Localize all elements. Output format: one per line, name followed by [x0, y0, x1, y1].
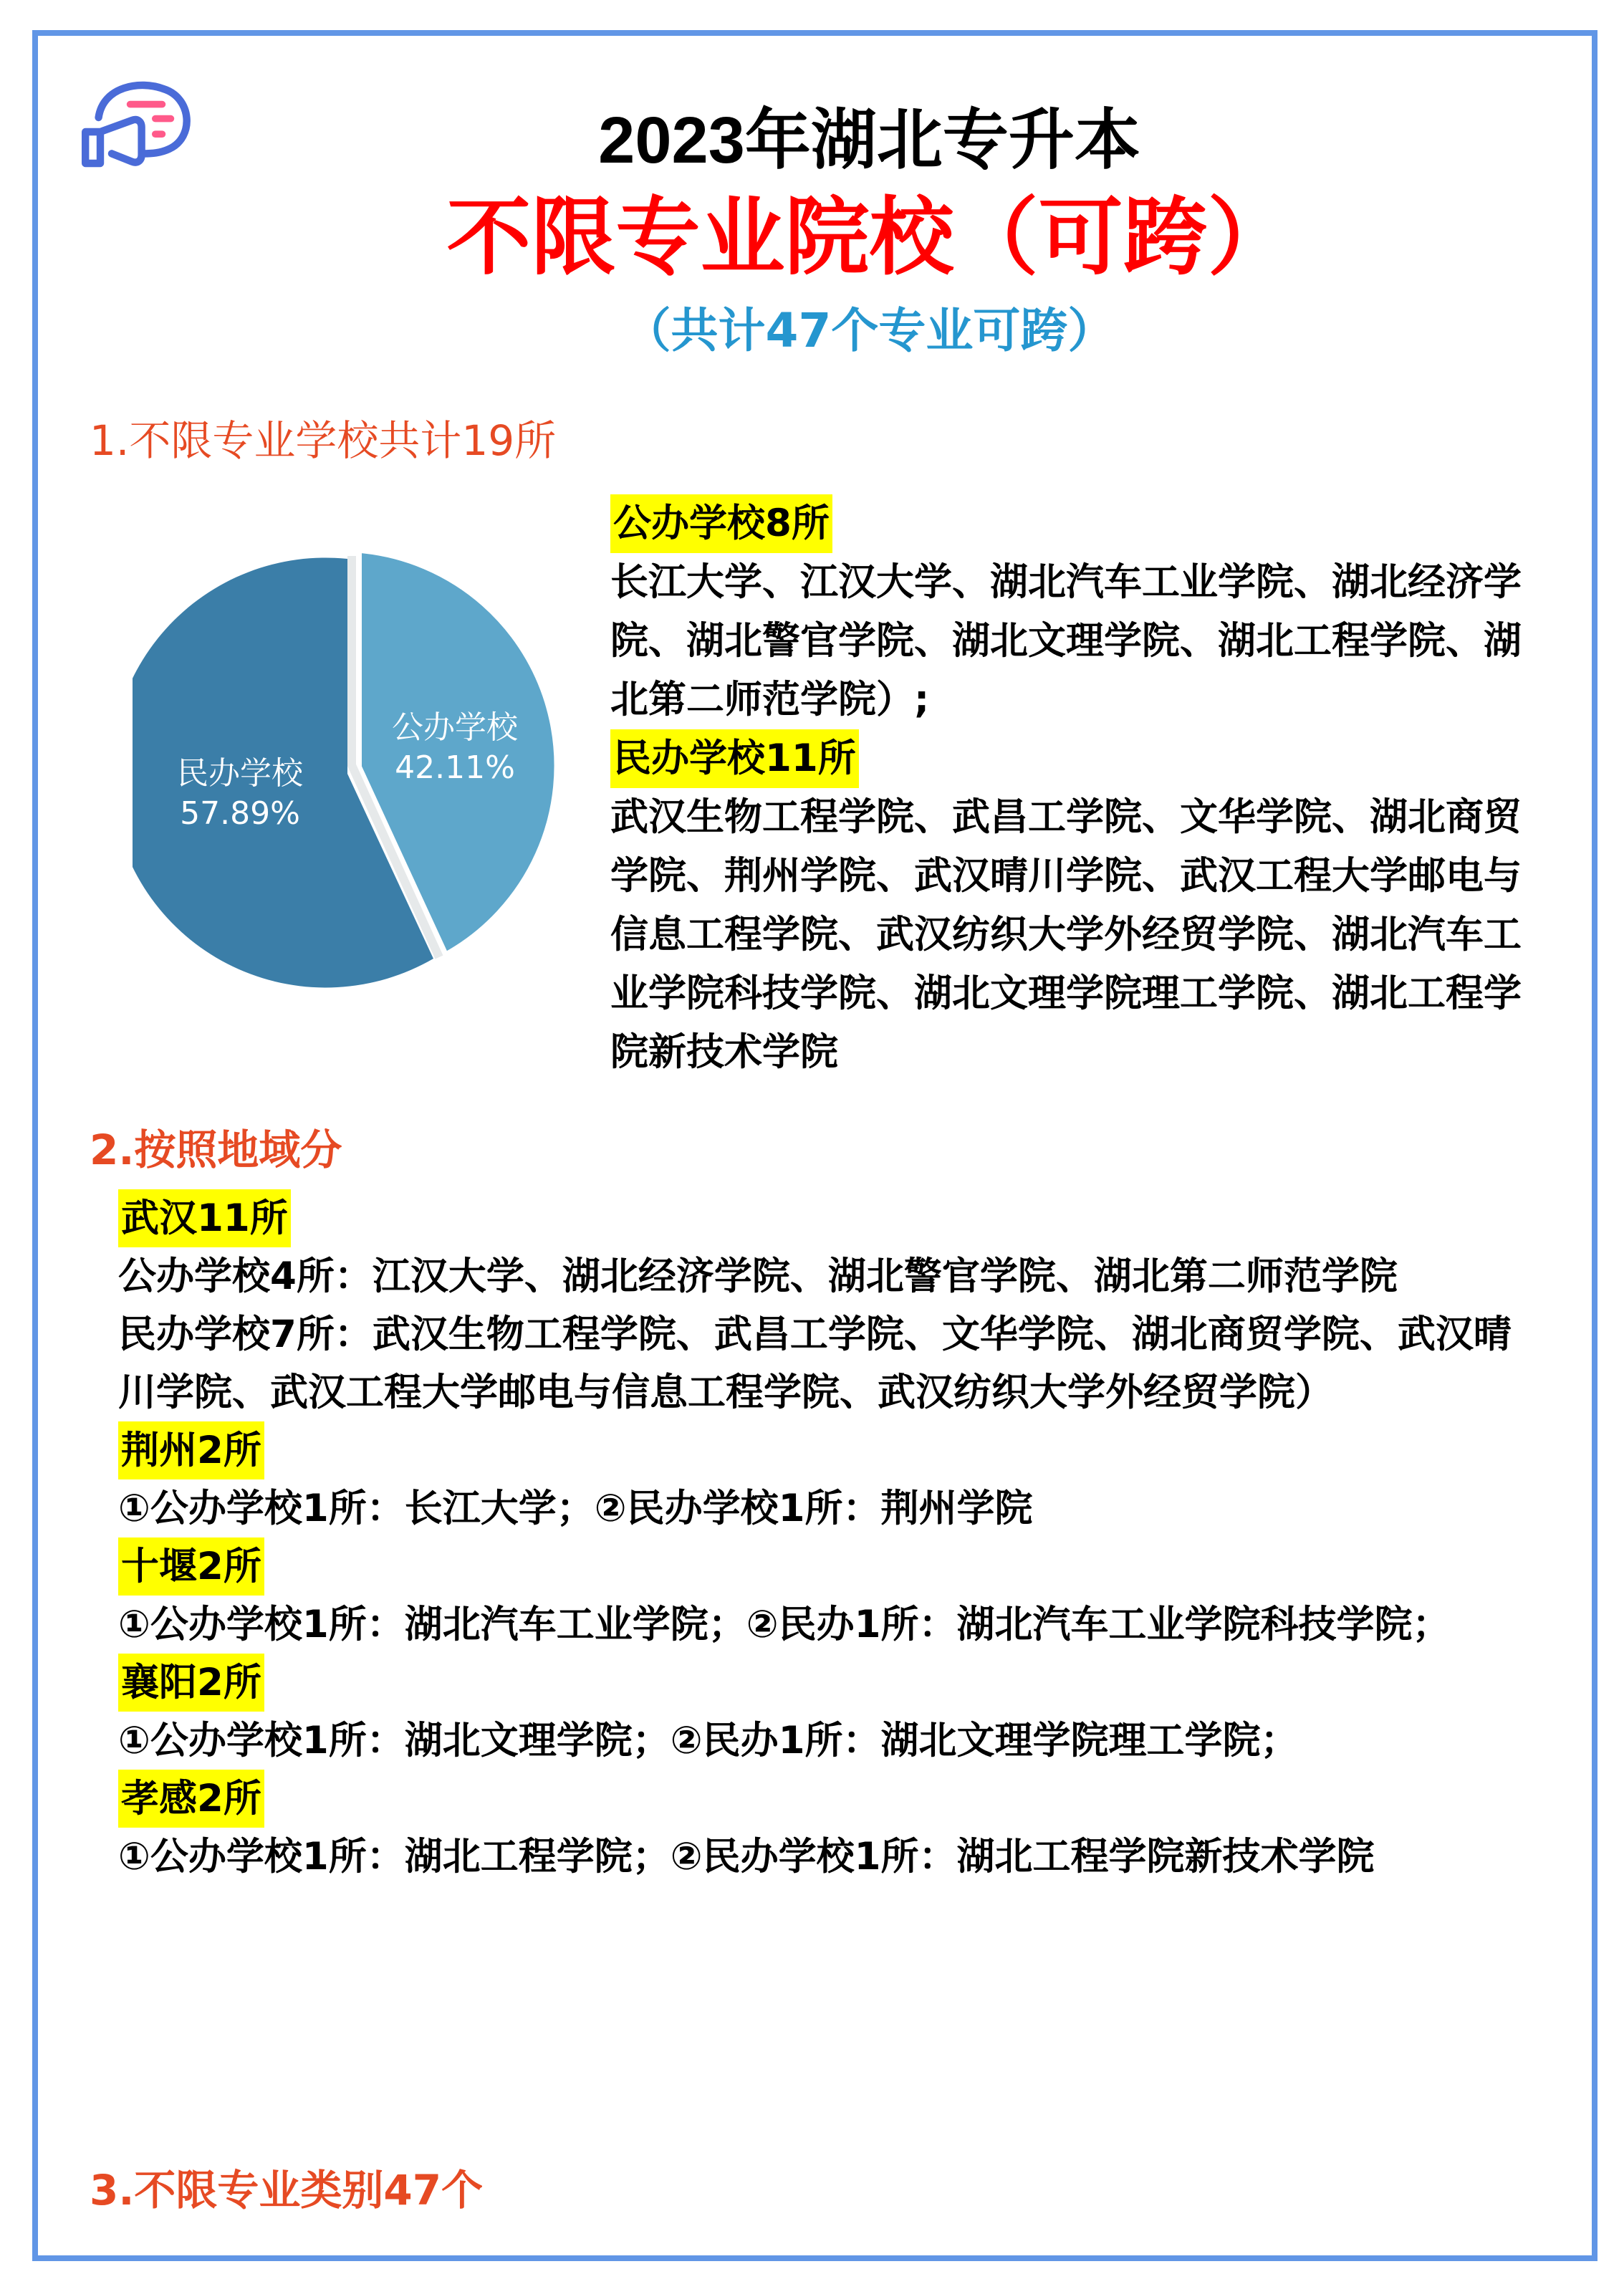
pie-label-private: 民办学校 57.89%: [177, 755, 303, 832]
page-headline: 不限专业院校（可跨）: [446, 188, 1292, 287]
region-label: 襄阳2所: [118, 1654, 264, 1712]
page-title: 2023年湖北专升本: [598, 104, 1140, 177]
region-xiangyang: [118, 1654, 1544, 1770]
region-wuhan: [118, 1189, 1544, 1421]
private-schools-label: 民办学校11所: [610, 729, 859, 788]
section3-heading: 3.不限专业类别47个: [90, 2166, 484, 2215]
region-label: 荆州2所: [118, 1421, 264, 1479]
region-label: 武汉11所: [118, 1189, 291, 1247]
school-type-pie-chart: [133, 552, 577, 996]
school-list-block: [610, 494, 1542, 1082]
region-xiaogan: [118, 1770, 1544, 1886]
pie-label-public: 公办学校 42.11%: [392, 709, 518, 786]
page-subtitle: （共计47个专业可跨）: [623, 303, 1115, 358]
public-schools-list: 长江大学、江汉大学、湖北汽车工业学院、湖北经济学院、湖北警官学院、湖北文理学院、湖北工程学院、湖北第二师范学院）;: [610, 560, 1522, 721]
region-label: 孝感2所: [118, 1770, 264, 1828]
private-schools-list: 武汉生物工程学院、武昌工学院、文华学院、湖北商贸学院、荆州学院、武汉晴川学院、武汉工程大学邮电与信息工程学院、武汉纺织大学外经贸学院、湖北汽车工业学院科技学院、湖北文理学院理工学院、湖北工程学院新技术学院: [610, 795, 1522, 1074]
public-schools-label: 公办学校8所: [610, 494, 832, 553]
region-label: 十堰2所: [118, 1537, 264, 1596]
region-list: [118, 1189, 1544, 1886]
region-shiyan: [118, 1537, 1544, 1654]
region-line: ①公办学校1所：湖北工程学院；②民办学校1所：湖北工程学院新技术学院: [118, 1835, 1375, 1879]
section1-heading: 1.不限专业学校共计19所: [90, 416, 557, 465]
region-line: 民办学校7所：武汉生物工程学院、武昌工学院、文华学院、湖北商贸学院、武汉晴川学院、武汉工程大学邮电与信息工程学院、武汉纺织大学外经贸学院）: [118, 1313, 1512, 1414]
region-jingzhou: [118, 1421, 1544, 1537]
region-line: ①公办学校1所：湖北文理学院；②民办1所：湖北文理学院理工学院；: [118, 1719, 1299, 1762]
region-line: ①公办学校1所：湖北汽车工业学院；②民办1所：湖北汽车工业学院科技学院；: [118, 1603, 1451, 1646]
region-line: ①公办学校1所：长江大学；②民办学校1所：荆州学院: [118, 1487, 1033, 1530]
section2-heading: 2.按照地域分: [90, 1126, 342, 1174]
region-line: 公办学校4所：江汉大学、湖北经济学院、湖北警官学院、湖北第二师范学院: [118, 1254, 1398, 1298]
